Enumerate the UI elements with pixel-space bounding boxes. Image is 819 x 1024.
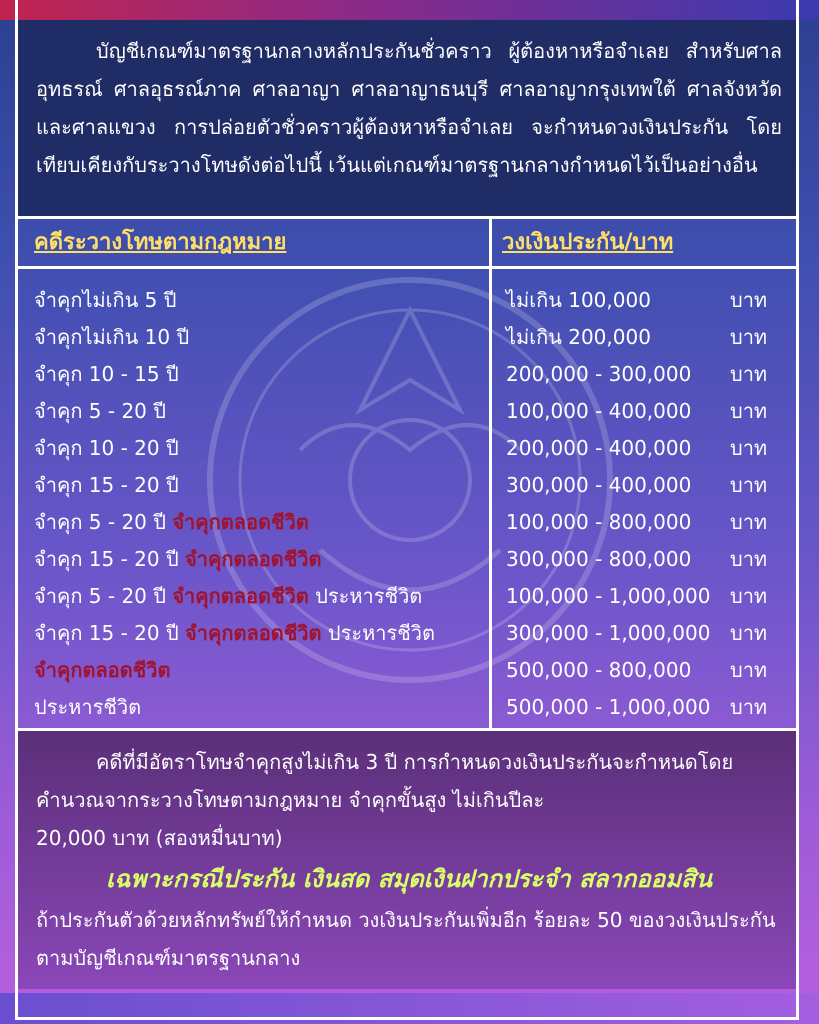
life-imprisonment-text: จำคุกตลอดชีวิต <box>185 547 322 571</box>
note-paragraph-1: คดีที่มีอัตราโทษจำคุกสูงไม่เกิน 3 ปี การกำหนดวงเงินประกันจะกำหนดโดยคำนวณจากระวางโทษตามกฎหมาย จำคุกขั้นสูง ไม่เกินปีละ <box>36 750 734 812</box>
amount-text: 300,000 - 800,000 <box>506 547 692 571</box>
amount-text: 500,000 - 1,000,000 <box>506 695 711 719</box>
amount-text: ไม่เกิน 100,000 <box>506 288 651 312</box>
life-imprisonment-text: จำคุกตลอดชีวิต <box>34 658 171 682</box>
outer-frame <box>15 0 799 1020</box>
penalty-text: จำคุก 10 - 20 ปี <box>34 436 179 460</box>
unit-text: บาท <box>730 399 768 423</box>
unit-text: บาท <box>730 362 768 386</box>
col-header-penalty: คดีระวางโทษตามกฎหมาย <box>34 230 287 255</box>
life-imprisonment-text: จำคุกตลอดชีวิต <box>172 584 309 608</box>
amount-text: 200,000 - 400,000 <box>506 436 692 460</box>
intro-text: บัญชีเกณฑ์มาตรฐานกลางหลักประกันชั่วคราว ผู้ต้องหาหรือจำเลย สำหรับศาลอุทธรณ์ ศาลอุธรณ์ภาค ศาลอาญา ศาลอาญาธนบุรี ศาลอาญากรุงเทพใต้ ศาลจังหวัดและศาลแขวง การปล่อยตัวชั่วคราวผู้ต้องหาหรือจำเลย จะกำหนดวงเงินประกัน โดยเทียบเคียงกับระวางโทษดังต่อไปนี้ เว้นแต่เกณฑ์มาตรฐานกลางกำหนดไว้เป็นอย่างอื่น <box>36 39 782 177</box>
amount-text: 100,000 - 1,000,000 <box>506 584 711 608</box>
penalty-text: จำคุกไม่เกิน 5 ปี <box>34 288 177 312</box>
life-imprisonment-text: จำคุกตลอดชีวิต <box>172 510 309 534</box>
penalty-text: ประหารชีวิต <box>34 695 142 719</box>
penalty-text: จำคุก 15 - 20 ปี <box>34 473 179 497</box>
note-paragraph-2: 20,000 บาท (สองหมื่นบาท) <box>36 826 283 850</box>
amount-text: 100,000 - 400,000 <box>506 399 692 423</box>
penalty-text: จำคุก 15 - 20 ปี <box>34 621 179 645</box>
penalty-text: จำคุก 15 - 20 ปี <box>34 547 179 571</box>
note-paragraph-3: ถ้าประกันตัวด้วยหลักทรัพย์ให้กำหนด วงเงินประกันเพิ่มอีก ร้อยละ 50 ของวงเงินประกันตามบัญชีเกณฑ์มาตรฐานกลาง <box>36 908 776 970</box>
life-imprisonment-text: จำคุกตลอดชีวิต <box>185 621 322 645</box>
unit-text: บาท <box>730 621 768 645</box>
amount-text: ไม่เกิน 200,000 <box>506 325 651 349</box>
amount-text: 500,000 - 800,000 <box>506 658 692 682</box>
amount-text: 300,000 - 400,000 <box>506 473 692 497</box>
death-penalty-text: ประหารชีวิต <box>315 584 423 608</box>
penalty-text: จำคุก 5 - 20 ปี <box>34 399 166 423</box>
penalty-text: จำคุก 5 - 20 ปี <box>34 510 166 534</box>
amount-text: 100,000 - 800,000 <box>506 510 692 534</box>
note-highlight: เฉพาะกรณีประกัน เงินสด สมุดเงินฝากประจำ สลากออมสิน <box>105 865 713 893</box>
unit-text: บาท <box>730 584 768 608</box>
unit-text: บาท <box>730 288 768 312</box>
penalty-text: จำคุกไม่เกิน 10 ปี <box>34 325 190 349</box>
amount-text: 300,000 - 1,000,000 <box>506 621 711 645</box>
unit-text: บาท <box>730 658 768 682</box>
death-penalty-text: ประหารชีวิต <box>327 621 436 645</box>
unit-text: บาท <box>730 510 768 534</box>
unit-text: บาท <box>730 325 768 349</box>
unit-text: บาท <box>730 473 768 497</box>
unit-text: บาท <box>730 547 768 571</box>
unit-text: บาท <box>730 695 768 719</box>
penalty-text: จำคุก 5 - 20 ปี <box>34 584 166 608</box>
amount-text: 200,000 - 300,000 <box>506 362 692 386</box>
penalty-text: จำคุก 10 - 15 ปี <box>34 362 179 386</box>
unit-text: บาท <box>730 436 768 460</box>
col-header-amount: วงเงินประกัน/บาท <box>502 230 674 255</box>
